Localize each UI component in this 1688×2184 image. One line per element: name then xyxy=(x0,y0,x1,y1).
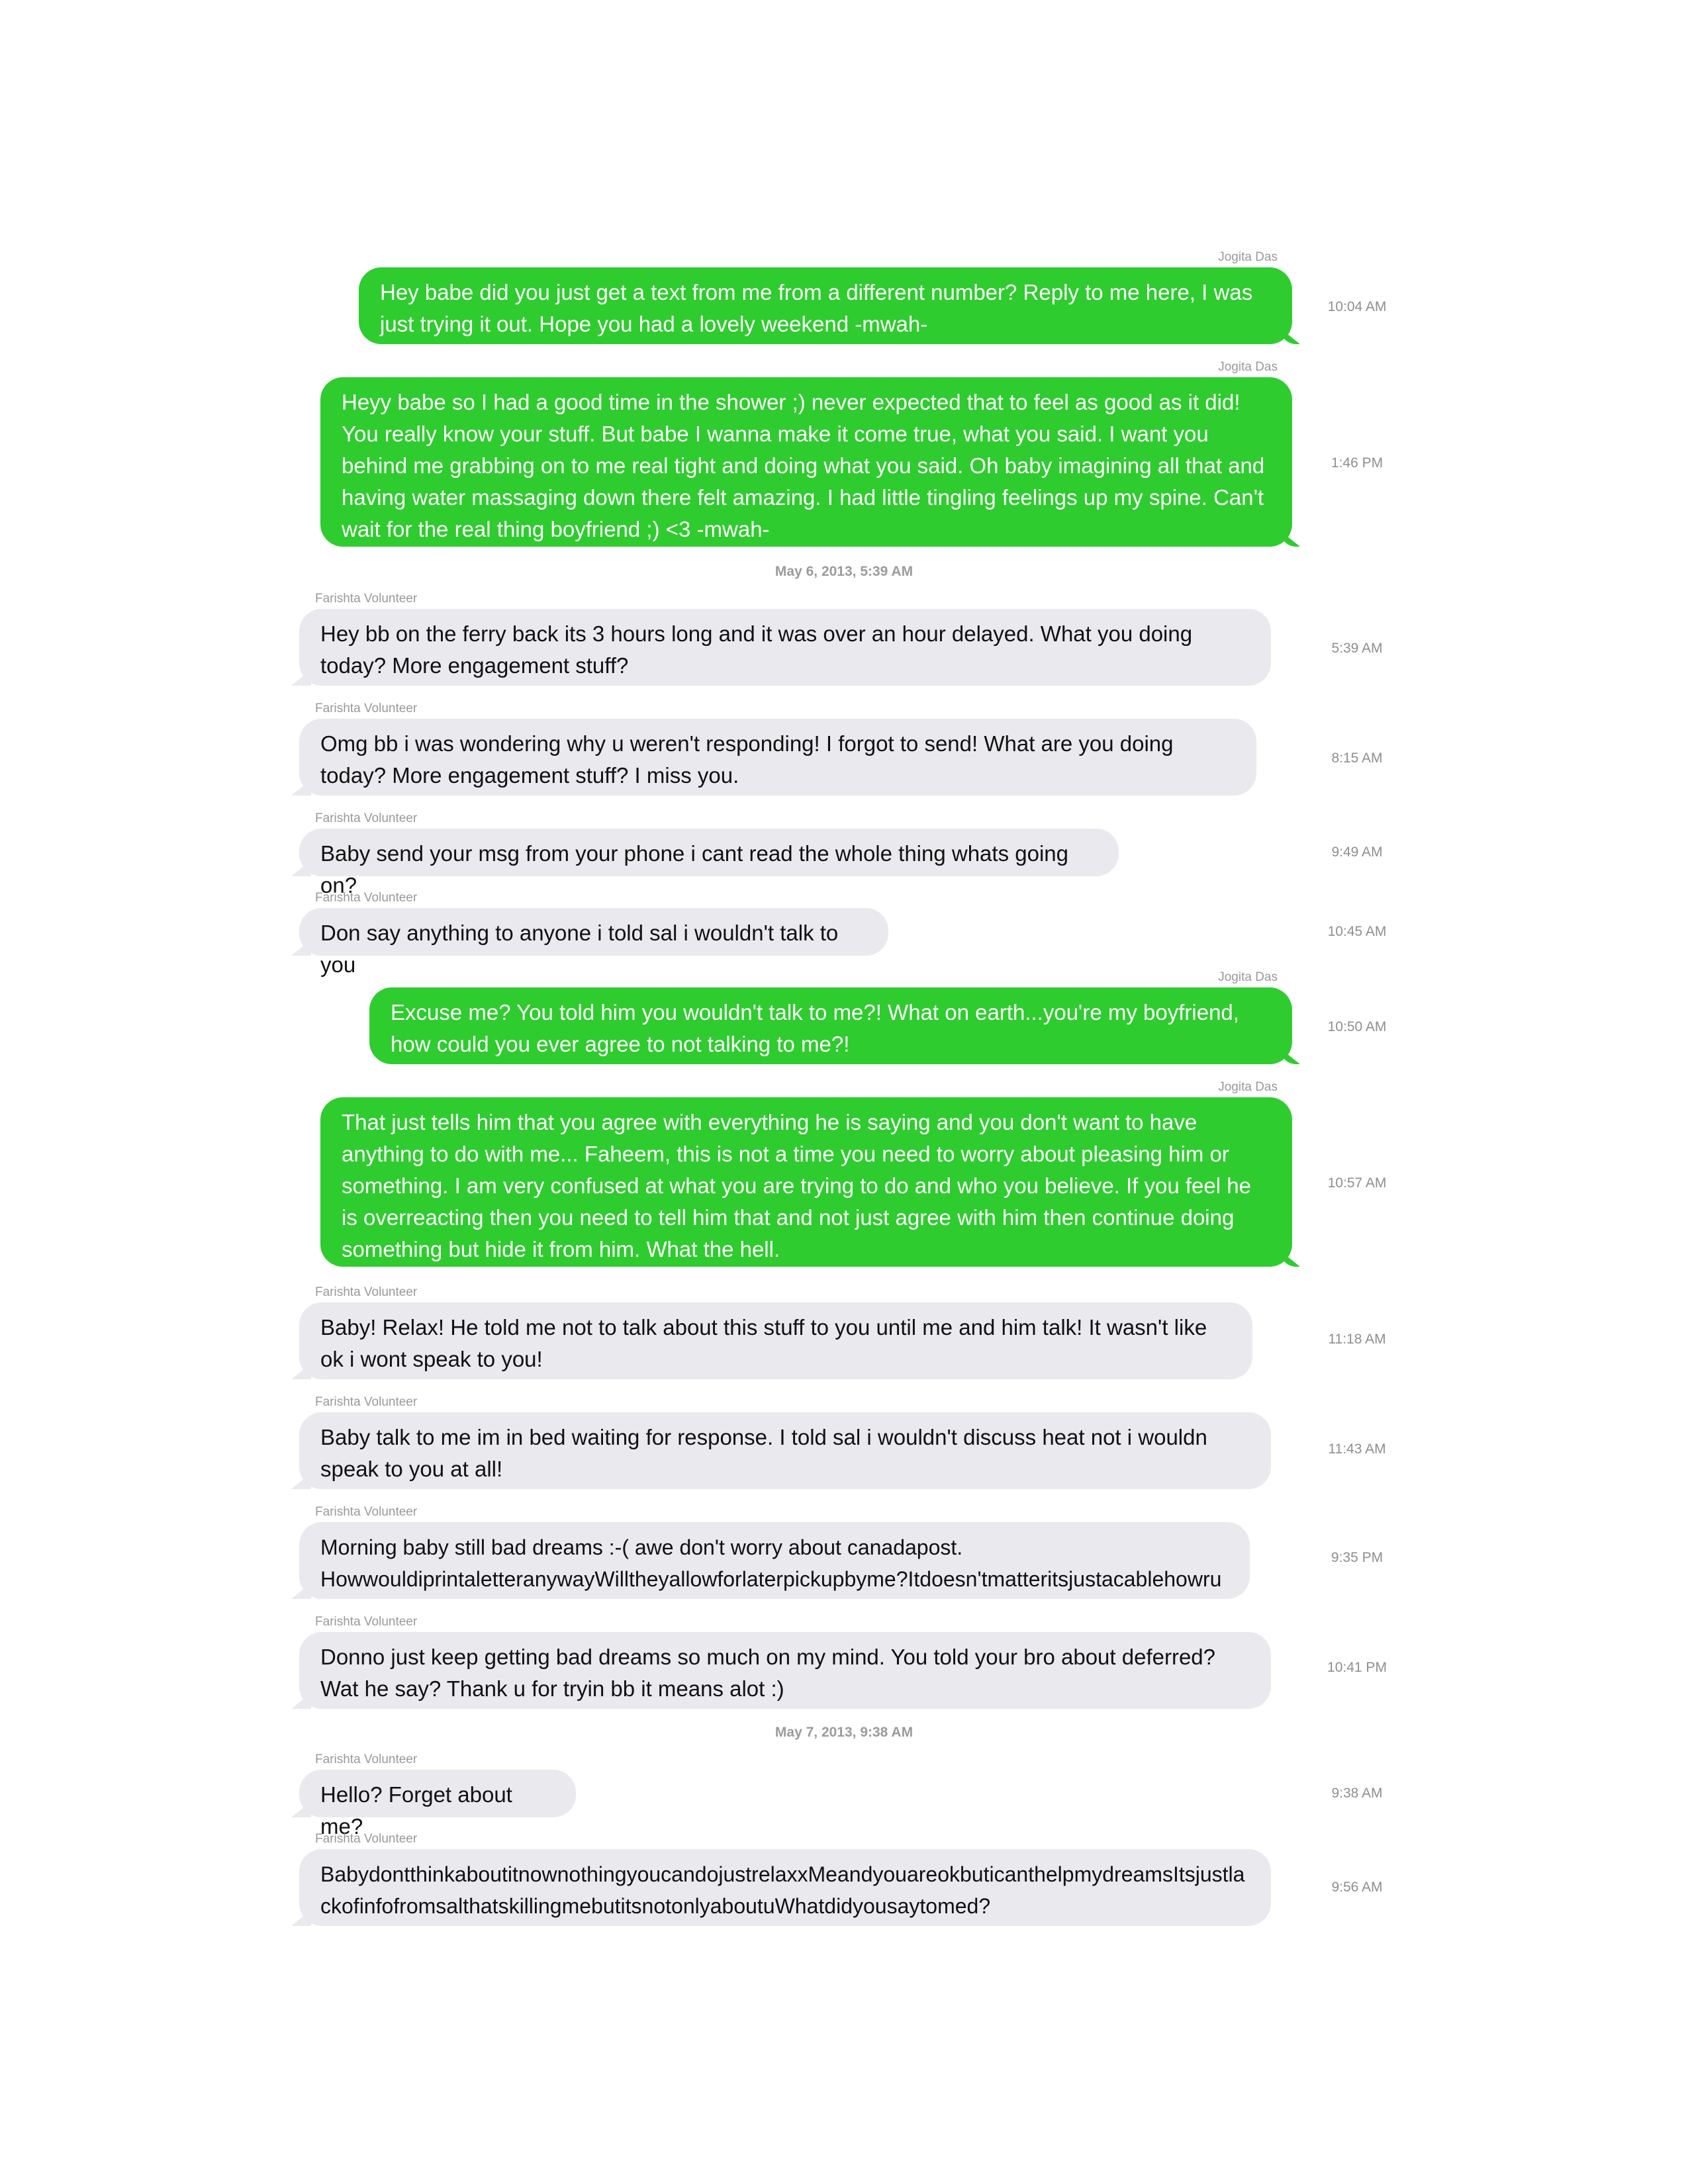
sender-name: Farishta Volunteer xyxy=(315,1832,418,1846)
message-time: 10:45 AM xyxy=(1327,924,1387,939)
incoming-message-bubble[interactable]: Don say anything to anyone i told sal i wouldn't talk to you xyxy=(299,908,888,956)
incoming-message-bubble[interactable]: Donno just keep getting bad dreams so much on my mind. You told your bro about deferred? Wat he say? Thank u for tryin bb it means alot :) xyxy=(299,1632,1271,1709)
message-time: 8:15 AM xyxy=(1331,751,1383,766)
message-time: 9:38 AM xyxy=(1331,1786,1383,1801)
sender-name: Jogita Das xyxy=(1218,360,1278,374)
outgoing-message-bubble[interactable]: Hey babe did you just get a text from me from a different number? Reply to me here, I was just trying it out. Hope you had a lovely weekend -mwah- xyxy=(359,267,1292,344)
sender-name: Farishta Volunteer xyxy=(315,1395,418,1409)
outgoing-message-bubble[interactable]: That just tells him that you agree with everything he is saying and you don't want to have anything to do with me... Faheem, this is not a time you need to worry about pleasing him or something. I am very confused at what you are trying to do and who you believe. If you feel he is overreacting then you need to tell him that and not just agree with him then continue doing something but hide it from him. What the hell. xyxy=(320,1097,1292,1267)
message-time: 10:57 AM xyxy=(1327,1175,1387,1191)
message-time: 9:56 AM xyxy=(1331,1880,1383,1895)
sender-name: Farishta Volunteer xyxy=(315,592,418,606)
incoming-message-bubble[interactable]: Baby talk to me im in bed waiting for response. I told sal i wouldn't discuss heat not i wouldn speak to you at all! xyxy=(299,1412,1271,1489)
message-time: 10:04 AM xyxy=(1327,299,1387,314)
sender-name: Farishta Volunteer xyxy=(315,1752,418,1766)
incoming-message-bubble[interactable]: BabydontthinkaboutitnownothingyoucandojustrelaxxMeandyouareokbuticanthelpmydreamsItsjustlackofinfofromsalthatskillingmebutitsnotonlyaboutuWhatdidyousaytomed? xyxy=(299,1849,1271,1926)
incoming-message-bubble[interactable]: Hello? Forget about me? xyxy=(299,1770,576,1817)
sender-name: Jogita Das xyxy=(1218,250,1278,264)
outgoing-message-bubble[interactable]: Excuse me? You told him you wouldn't talk to me?! What on earth...you're my boyfriend, how could you ever agree to not talking to me?! xyxy=(369,987,1292,1064)
day-separator: May 6, 2013, 5:39 AM xyxy=(774,564,914,579)
message-time: 5:39 AM xyxy=(1331,641,1383,656)
incoming-message-bubble[interactable]: Morning baby still bad dreams :-( awe don't worry about canadapost. HowwouldiprintaletteranywayWilltheyallowforlaterpickupbyme?Itdoesn'tmatteritsjustacablehowru xyxy=(299,1522,1250,1599)
sender-name: Farishta Volunteer xyxy=(315,702,418,715)
sender-name: Farishta Volunteer xyxy=(315,891,418,905)
incoming-message-bubble[interactable]: Hey bb on the ferry back its 3 hours long and it was over an hour delayed. What you doing today? More engagement stuff? xyxy=(299,609,1271,686)
outgoing-message-bubble[interactable]: Heyy babe so I had a good time in the shower ;) never expected that to feel as good as it did! You really know your stuff. But babe I wanna make it come true, what you said. I want you behind me grabbing on to me real tight and doing what you said. Oh baby imagining all that and having water massaging down there felt amazing. I had little tingling feelings up my spine. Can't wait for the real thing boyfriend ;) <3 -mwah- xyxy=(320,377,1292,547)
sender-name: Farishta Volunteer xyxy=(315,1285,418,1299)
incoming-message-bubble[interactable]: Omg bb i was wondering why u weren't responding! I forgot to send! What are you doing today? More engagement stuff? I miss you. xyxy=(299,719,1256,796)
sender-name: Farishta Volunteer xyxy=(315,1505,418,1519)
incoming-message-bubble[interactable]: Baby send your msg from your phone i cant read the whole thing whats going on? xyxy=(299,829,1119,876)
incoming-message-bubble[interactable]: Baby! Relax! He told me not to talk about this stuff to you until me and him talk! It wasn't like ok i wont speak to you! xyxy=(299,1302,1252,1379)
message-time: 11:18 AM xyxy=(1328,1332,1386,1347)
message-time: 1:46 PM xyxy=(1331,455,1383,471)
message-time: 9:49 AM xyxy=(1331,844,1383,860)
message-time: 9:35 PM xyxy=(1331,1550,1383,1565)
day-separator: May 7, 2013, 9:38 AM xyxy=(774,1725,914,1740)
sender-name: Farishta Volunteer xyxy=(315,811,418,825)
sender-name: Jogita Das xyxy=(1218,1080,1278,1094)
sender-name: Jogita Das xyxy=(1218,970,1278,984)
message-time: 11:43 AM xyxy=(1328,1441,1386,1457)
message-time: 10:50 AM xyxy=(1327,1019,1387,1034)
message-time: 10:41 PM xyxy=(1327,1660,1387,1675)
sender-name: Farishta Volunteer xyxy=(315,1615,418,1629)
